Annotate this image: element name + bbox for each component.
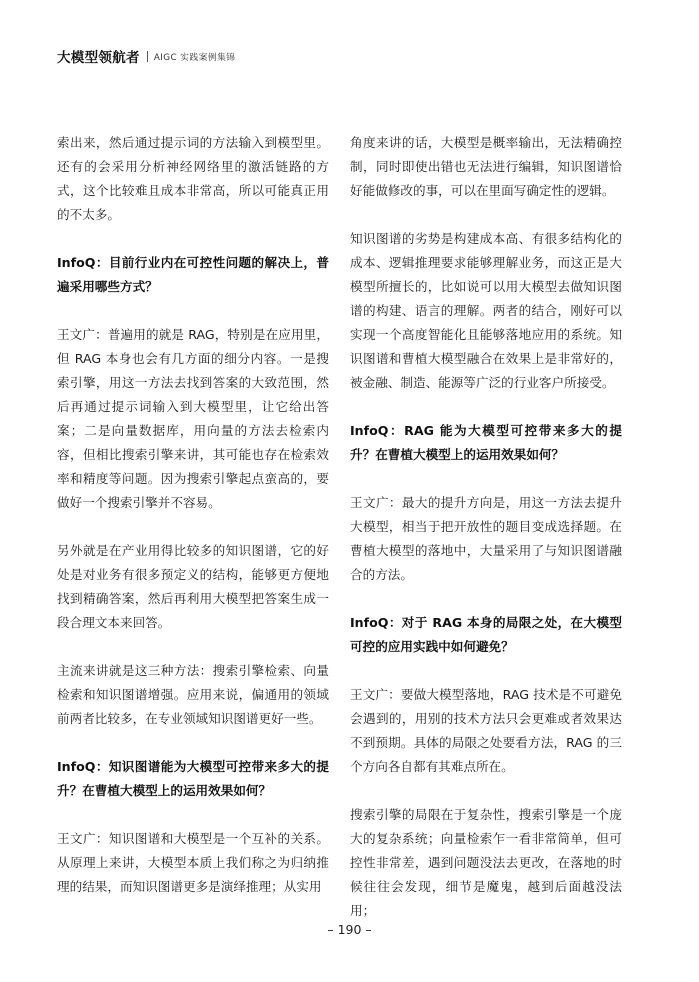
interview-question: InfoQ：知识图谱能为大模型可控带来多大的提升？在曹植大模型上的运用效果如何？ (57, 759, 329, 798)
paragraph: 王文广：要做大模型落地，RAG 技术是不可避免会遇到的，用别的技术方法只会更难或者效果达不到预期。具体的局限之处要看方法，RAG 的三个方向各自都有其难点所在。 (350, 687, 622, 774)
right-column (350, 131, 622, 923)
paragraph: 知识图谱的劣势是构建成本高、有很多结构化的成本、逻辑推理要求能够理解业务，而这正是大模型所擅长的，比如说可以用大模型去做知识图谱的构建、语言的理解。两者的结合，刚好可以实现一个高度智能化且能够落地应用的系统。知识图谱和曹植大模型融合在效果上是非常好的，被金融、制造、能源等广泛的行业客户所接受。 (350, 231, 622, 390)
paragraph: 王文广：最大的提升方向是，用这一方法去提升大模型，相当于把开放性的题目变成选择题。在曹植大模型的落地中，大量采用了与知识图谱融合的方法。 (350, 495, 622, 582)
interview-question: InfoQ：RAG 能为大模型可控带来多大的提升？在曹植大模型上的运用效果如何？ (350, 423, 622, 462)
paragraph: 另外就是在产业用得比较多的知识图谱，它的好处是对业务有很多预定义的结构，能够更方便地找到精确答案，然后再利用大模型把答案生成一段合理文本来回答。 (57, 543, 329, 630)
paragraph: 角度来讲的话，大模型是概率输出，无法精确控制，同时即使出错也无法进行编辑，知识图谱恰好能做修改的事，可以在里面写确定性的逻辑。 (350, 135, 622, 198)
left-column (57, 131, 329, 899)
page-number: – 190 – (327, 922, 372, 937)
paragraph: 索出来，然后通过提示词的方法输入到模型里。还有的会采用分析神经网络里的激活链路的方式，这个比较难且成本非常高，所以可能真正用的不太多。 (57, 135, 329, 222)
paragraph: 主流来讲就是这三种方法：搜索引擎检索、向量检索和知识图谱增强。应用来说，偏通用的领域前两者比较多，在专业领域知识图谱更好一些。 (57, 663, 329, 726)
publication-subtitle: AIGC 实践案例集锦 (153, 52, 236, 63)
interview-question: InfoQ：对于 RAG 本身的局限之处，在大模型可控的应用实践中如何避免？ (350, 615, 622, 654)
running-header (57, 46, 235, 66)
paragraph: 搜索引擎的局限在于复杂性，搜索引擎是一个庞大的复杂系统；向量检索乍一看非常简单，但可控性非常差，遇到问题没法去更改，在落地的时候往往会发现，细节是魔鬼，越到后面越没法用； (350, 807, 622, 918)
publication-title: 大模型领航者 (57, 50, 140, 66)
header-divider (147, 51, 148, 62)
paragraph: 王文广：普遍用的就是 RAG，特别是在应用里，但 RAG 本身也会有几方面的细分内容。一是搜索引擎，用这一方法去找到答案的大致范围，然后再通过提示词输入到大模型里，让它给出答案；二是向量数据库，用向量的方法去检索内容，但相比搜索引擎来讲，其可能也存在检索效率和精度等问题。因为搜索引擎起点蛮高的，要做好一个搜索引擎并不容易。 (57, 327, 329, 510)
paragraph: 王文广：知识图谱和大模型是一个互补的关系。从原理上来讲，大模型本质上我们称之为归纳推理的结果，而知识图谱更多是演绎推理；从实用 (57, 831, 329, 894)
interview-question: InfoQ：目前行业内在可控性问题的解决上，普遍采用哪些方式？ (57, 255, 329, 294)
